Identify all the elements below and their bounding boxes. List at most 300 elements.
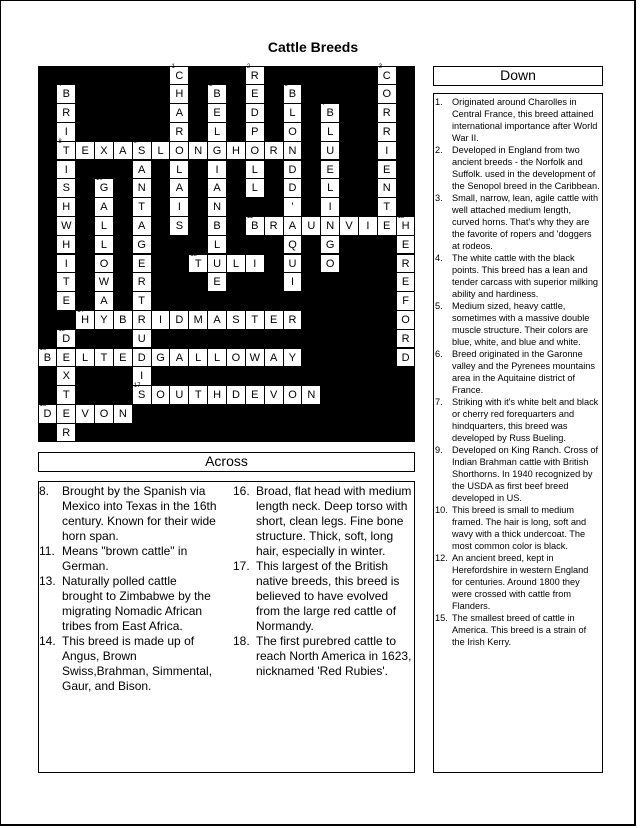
- grid-cell[interactable]: [57, 405, 75, 423]
- grid-cell[interactable]: [378, 104, 396, 122]
- grid-cell[interactable]: [57, 82, 75, 103]
- grid-cell[interactable]: [284, 255, 302, 273]
- grid-cell[interactable]: [284, 349, 302, 367]
- grid-cell[interactable]: [208, 104, 226, 122]
- cell-letter: L: [195, 351, 202, 364]
- cell-letter: P: [251, 125, 259, 138]
- cell-letter: I: [328, 201, 332, 214]
- cell-letter: V: [269, 389, 278, 402]
- clue-item: [435, 96, 600, 144]
- grid-cell[interactable]: [265, 217, 283, 235]
- grid-cell[interactable]: [246, 142, 264, 160]
- cell-letter: W: [61, 219, 72, 232]
- grid-cell[interactable]: [302, 386, 320, 404]
- cell-letter: G: [156, 351, 165, 364]
- grid-cell[interactable]: [378, 179, 396, 197]
- cell-letter: E: [62, 407, 70, 420]
- grid-cell[interactable]: [57, 179, 75, 197]
- cell-letter: O: [325, 257, 335, 270]
- cell-letter: E: [383, 219, 391, 232]
- clue-text: This largest of the British native breeds, this breed is believed to have evolved from the large red cattle of Normandy.: [256, 559, 400, 633]
- grid-cell[interactable]: [170, 85, 188, 103]
- cell-letter: H: [62, 238, 71, 251]
- cell-letter: H: [62, 201, 71, 214]
- grid-cell[interactable]: [246, 311, 264, 329]
- grid-cell[interactable]: [397, 273, 415, 291]
- cell-letter: R: [250, 69, 259, 82]
- grid-cell[interactable]: [76, 142, 94, 160]
- grid-cell[interactable]: [284, 82, 302, 103]
- puzzle-title: Cattle Breeds: [267, 39, 359, 55]
- grid-cell[interactable]: [39, 401, 57, 423]
- clue-number: 12.: [435, 553, 448, 563]
- grid-cell[interactable]: [95, 405, 113, 423]
- clue-text: The smallest breed of cattle in America. This breed is a strain of the Irish Kerry.: [452, 613, 587, 647]
- cell-letter: L: [289, 107, 296, 120]
- grid-cell[interactable]: [170, 63, 188, 85]
- grid-cell[interactable]: [246, 63, 264, 85]
- cell-letter: S: [232, 313, 240, 326]
- grid-cell[interactable]: [378, 123, 396, 141]
- grid-cell[interactable]: [284, 198, 302, 216]
- grid-cell[interactable]: [170, 311, 188, 329]
- grid-cell[interactable]: [170, 104, 188, 122]
- grid-cell[interactable]: [57, 386, 75, 404]
- grid-cell[interactable]: [57, 424, 75, 442]
- cell-letter: C: [382, 69, 391, 82]
- cell-letter: W: [249, 351, 260, 364]
- cell-letter: H: [231, 144, 240, 157]
- grid-cell[interactable]: [321, 217, 339, 235]
- grid-cell[interactable]: [227, 255, 245, 273]
- grid-cell[interactable]: [397, 236, 415, 254]
- cell-letter: E: [213, 276, 221, 289]
- grid-cell[interactable]: [133, 383, 151, 404]
- grid-cell[interactable]: [246, 349, 264, 367]
- cell-letter: I: [385, 144, 389, 157]
- clue-number: 14: [77, 307, 84, 314]
- cell-letter: T: [100, 351, 108, 364]
- grid-cell[interactable]: [133, 255, 151, 273]
- grid-cell[interactable]: [170, 217, 188, 235]
- grid-cell[interactable]: [397, 349, 415, 367]
- grid-cell[interactable]: [57, 198, 75, 216]
- cell-letter: A: [175, 351, 184, 364]
- grid-cell[interactable]: [170, 179, 188, 197]
- grid-cell[interactable]: [189, 142, 207, 160]
- cell-letter: B: [213, 88, 221, 101]
- clue-number: 6.: [435, 349, 443, 359]
- grid-cell[interactable]: [246, 104, 264, 122]
- cell-letter: D: [231, 389, 240, 402]
- cell-letter: L: [327, 125, 334, 138]
- grid-cell[interactable]: [284, 386, 302, 404]
- grid-cell[interactable]: [321, 123, 339, 141]
- grid-cell[interactable]: [208, 255, 226, 273]
- cell-letter: I: [64, 257, 68, 270]
- cell-letter: E: [213, 107, 221, 120]
- cell-letter: A: [269, 351, 278, 364]
- cell-letter: T: [138, 201, 146, 214]
- cell-letter: D: [250, 107, 259, 120]
- grid-cell[interactable]: [57, 104, 75, 122]
- clue-number: 7.: [435, 397, 443, 407]
- grid-cell[interactable]: [378, 142, 396, 160]
- grid-cell[interactable]: [95, 198, 113, 216]
- cell-letter: R: [137, 276, 146, 289]
- clue-number: 11.: [39, 544, 55, 558]
- grid-cell[interactable]: [95, 349, 113, 367]
- grid-cell[interactable]: [246, 85, 264, 103]
- grid-cell[interactable]: [133, 161, 151, 179]
- clue-number: 2.: [435, 145, 443, 155]
- grid-cell[interactable]: [227, 349, 245, 367]
- cell-letter: I: [64, 125, 68, 138]
- grid-cell[interactable]: [246, 386, 264, 404]
- grid-cell[interactable]: [208, 82, 226, 103]
- clue-text: Broad, flat head with medium length neck. Deep torso with short, clean legs. Fine bone structure. Thick, soft, long hair, especially in winter.: [256, 484, 412, 558]
- clue-number: 16: [39, 345, 47, 352]
- cell-letter: D: [288, 163, 297, 176]
- clue-text: The white cattle with the black points. This breed has a lean and tender carcass with superior milking ability and hardiness.: [452, 253, 599, 299]
- clue-number: 11: [246, 213, 254, 220]
- clue-number: 18: [39, 401, 47, 408]
- clue-item: [435, 504, 600, 552]
- clue-item: [39, 634, 219, 694]
- grid-cell[interactable]: [284, 236, 302, 254]
- cell-letter: N: [213, 201, 222, 214]
- grid-cell[interactable]: [133, 292, 151, 310]
- grid-cell[interactable]: [378, 63, 396, 85]
- cell-letter: R: [137, 313, 146, 326]
- grid-cell[interactable]: [133, 217, 151, 235]
- grid-cell[interactable]: [284, 161, 302, 179]
- clue-text: Medium sized, heavy cattle, sometimes with a massive double muscle structure. Their colors are blue, white, and blue and white.: [452, 301, 590, 347]
- cell-letter: N: [382, 182, 391, 195]
- grid-cell[interactable]: [76, 405, 94, 423]
- clue-text: Means "brown cattle" in German.: [62, 544, 188, 573]
- grid-cell[interactable]: [57, 349, 75, 367]
- clue-number: 13.: [39, 574, 56, 588]
- grid-cell[interactable]: [246, 255, 264, 273]
- grid-cell[interactable]: [378, 217, 396, 235]
- cell-letter: G: [137, 238, 146, 251]
- grid-cell[interactable]: [170, 386, 188, 404]
- grid-cell[interactable]: [321, 179, 339, 197]
- clue-number: 15: [58, 326, 66, 333]
- clue-item: [39, 574, 219, 634]
- grid-cell[interactable]: [114, 349, 132, 367]
- grid-cell[interactable]: [208, 349, 226, 367]
- clue-number: 4.: [435, 253, 443, 263]
- grid-cell[interactable]: [57, 367, 75, 385]
- cell-letter: T: [194, 389, 202, 402]
- grid-cell[interactable]: [189, 251, 207, 273]
- grid-cell[interactable]: [378, 198, 396, 216]
- grid-cell[interactable]: [227, 311, 245, 329]
- grid-cell[interactable]: [57, 161, 75, 179]
- grid-cell[interactable]: [321, 236, 339, 254]
- across-header: Across: [38, 452, 415, 472]
- grid-cell[interactable]: [57, 292, 75, 310]
- grid-cell[interactable]: [208, 273, 226, 291]
- grid-cell[interactable]: [397, 213, 415, 235]
- grid-cell[interactable]: [265, 311, 283, 329]
- clue-item: [233, 634, 413, 679]
- grid-cell[interactable]: [208, 123, 226, 141]
- grid-cell[interactable]: [208, 161, 226, 179]
- cell-letter: S: [138, 144, 146, 157]
- grid-cell[interactable]: [246, 123, 264, 141]
- clue-number: 4: [58, 82, 62, 89]
- down-header: Down: [433, 66, 603, 86]
- clue-number: 15.: [435, 613, 448, 623]
- clue-item: [435, 552, 600, 612]
- cell-letter: A: [213, 182, 221, 195]
- grid-cell[interactable]: [208, 236, 226, 254]
- grid-cell[interactable]: [284, 123, 302, 141]
- grid-cell[interactable]: [114, 405, 132, 423]
- clue-text: Striking with it's white belt and black or cherry red forequarters and hindquarters, this breed was developed by Russ Bueling.: [452, 397, 599, 443]
- clue-number: 9.: [435, 445, 443, 455]
- grid-cell[interactable]: [265, 386, 283, 404]
- grid-cell[interactable]: [133, 273, 151, 291]
- clue-number: 10.: [435, 505, 448, 515]
- grid-cell[interactable]: [152, 311, 170, 329]
- cell-letter: O: [250, 144, 260, 157]
- grid-cell[interactable]: [321, 101, 339, 122]
- cell-letter: E: [81, 144, 89, 157]
- cell-letter: H: [175, 88, 184, 101]
- cell-letter: F: [402, 295, 409, 308]
- clue-text: Breed originated in the Garonne valley and the Pyrenees mountains area in the Aquitaine district of France.: [452, 349, 596, 395]
- grid-cell[interactable]: [133, 138, 151, 160]
- cell-letter: L: [82, 351, 89, 364]
- grid-cell[interactable]: [284, 179, 302, 197]
- grid-cell[interactable]: [95, 236, 113, 254]
- clue-item: [435, 252, 600, 300]
- clue-number: 3.: [435, 193, 443, 203]
- clue-item: [435, 348, 600, 396]
- cell-letter: E: [62, 295, 70, 308]
- cell-letter: B: [288, 88, 297, 101]
- grid-cell[interactable]: [246, 213, 264, 235]
- cell-letter: B: [43, 351, 52, 364]
- grid-cell[interactable]: [170, 349, 188, 367]
- grid-cell[interactable]: [397, 255, 415, 273]
- grid-cell[interactable]: [284, 217, 302, 235]
- grid-cell[interactable]: [378, 85, 396, 103]
- grid-cell[interactable]: [189, 349, 207, 367]
- grid-cell[interactable]: [114, 142, 132, 160]
- grid-cell[interactable]: [321, 255, 339, 273]
- clue-item: [435, 192, 600, 252]
- grid-cell[interactable]: [152, 349, 170, 367]
- cell-letter: D: [43, 407, 52, 420]
- clue-text: An ancient breed, kept in Herefordshire in western England for centuries. Around 1800 they were crossed with cattle from Flanders.: [452, 553, 589, 611]
- grid-cell[interactable]: [57, 236, 75, 254]
- grid-cell[interactable]: [95, 311, 113, 329]
- cell-letter: B: [119, 313, 127, 326]
- grid-cell[interactable]: [397, 330, 415, 348]
- grid-cell[interactable]: [170, 123, 188, 141]
- clue-number: 13: [190, 251, 197, 258]
- clue-number: 1.: [435, 97, 443, 107]
- cell-letter: L: [232, 257, 239, 270]
- clue-number: 8.: [39, 484, 50, 498]
- cell-letter: Y: [288, 351, 297, 364]
- grid-cell[interactable]: [95, 176, 113, 197]
- grid-cell[interactable]: [114, 311, 132, 329]
- grid-cell[interactable]: [284, 104, 302, 122]
- grid-cell[interactable]: [152, 386, 170, 404]
- cell-letter: R: [401, 332, 410, 345]
- grid-cell[interactable]: [95, 142, 113, 160]
- grid-cell[interactable]: [321, 161, 339, 179]
- grid-cell[interactable]: [378, 161, 396, 179]
- cell-letter: R: [382, 125, 391, 138]
- grid-cell[interactable]: [95, 292, 113, 310]
- cell-letter: E: [383, 163, 391, 176]
- grid-cell[interactable]: [397, 292, 415, 310]
- cell-letter: O: [401, 313, 410, 326]
- cell-letter: A: [138, 219, 146, 232]
- cell-letter: N: [118, 407, 127, 420]
- cell-letter: I: [158, 313, 163, 326]
- grid-cell[interactable]: [302, 217, 320, 235]
- grid-cell[interactable]: [359, 217, 377, 235]
- grid-cell[interactable]: [57, 255, 75, 273]
- grid-cell[interactable]: [133, 179, 151, 197]
- cell-letter: N: [307, 389, 316, 402]
- grid-cell[interactable]: [133, 236, 151, 254]
- grid-cell[interactable]: [57, 273, 75, 291]
- grid-cell[interactable]: [208, 311, 226, 329]
- grid-cell[interactable]: [76, 349, 94, 367]
- cell-letter: V: [81, 407, 89, 420]
- down-clues-panel: [433, 93, 603, 773]
- cell-letter: R: [401, 257, 410, 270]
- grid-cell[interactable]: [95, 217, 113, 235]
- cell-letter: T: [383, 201, 391, 214]
- cell-letter: O: [288, 389, 297, 402]
- cell-letter: A: [119, 144, 127, 157]
- cell-letter: I: [290, 276, 294, 289]
- cell-letter: U: [307, 219, 316, 232]
- cell-letter: G: [99, 182, 109, 195]
- cell-letter: B: [251, 219, 259, 232]
- grid-cell[interactable]: [133, 198, 151, 216]
- cell-letter: U: [326, 144, 335, 157]
- cell-letter: A: [100, 295, 108, 308]
- grid-cell[interactable]: [189, 386, 207, 404]
- grid-cell[interactable]: [227, 142, 245, 160]
- cell-letter: D: [175, 313, 184, 326]
- cell-letter: U: [288, 257, 297, 270]
- grid-cell[interactable]: [170, 142, 188, 160]
- cell-letter: S: [138, 389, 146, 402]
- cell-letter: T: [194, 257, 202, 270]
- grid-cell[interactable]: [170, 198, 188, 216]
- grid-cell[interactable]: [208, 386, 226, 404]
- grid-cell[interactable]: [208, 142, 226, 160]
- grid-cell[interactable]: [133, 330, 151, 348]
- cell-letter: R: [269, 219, 278, 232]
- cell-letter: B: [213, 219, 221, 232]
- grid-cell[interactable]: [265, 142, 283, 160]
- grid-cell[interactable]: [208, 217, 226, 235]
- grid-cell[interactable]: [246, 179, 264, 197]
- cell-letter: T: [251, 313, 259, 326]
- cell-letter: A: [288, 219, 297, 232]
- clue-number: 12: [397, 213, 405, 220]
- grid-cell[interactable]: [340, 217, 358, 235]
- grid-cell[interactable]: [152, 142, 170, 160]
- grid-cell[interactable]: [227, 386, 245, 404]
- grid-cell[interactable]: [284, 142, 302, 160]
- grid-cell[interactable]: [189, 311, 207, 329]
- grid-cell[interactable]: [170, 161, 188, 179]
- cell-letter: I: [140, 370, 144, 383]
- grid-cell[interactable]: [208, 179, 226, 197]
- clue-item: [435, 444, 600, 504]
- cell-letter: V: [345, 219, 353, 232]
- grid-cell[interactable]: [57, 138, 75, 160]
- clue-item: [435, 144, 600, 192]
- cell-letter: U: [213, 257, 222, 270]
- cell-letter: L: [251, 182, 258, 195]
- clue-number: 14.: [39, 634, 56, 648]
- cell-letter: E: [326, 163, 334, 176]
- cell-letter: O: [99, 257, 109, 270]
- crossword-grid: [38, 63, 415, 442]
- cell-letter: E: [251, 88, 259, 101]
- grid-cell[interactable]: [321, 142, 339, 160]
- grid-cell[interactable]: [284, 311, 302, 329]
- grid-cell[interactable]: [321, 198, 339, 216]
- grid-cell[interactable]: [208, 198, 226, 216]
- cell-letter: ': [291, 201, 294, 214]
- grid-cell[interactable]: [76, 307, 94, 329]
- cell-letter: T: [62, 144, 70, 157]
- grid-cell[interactable]: [284, 273, 302, 291]
- cell-letter: D: [62, 332, 71, 345]
- grid-cell[interactable]: [133, 349, 151, 367]
- clue-item: [39, 484, 219, 544]
- grid-cell[interactable]: [265, 349, 283, 367]
- cell-letter: U: [137, 332, 146, 345]
- cell-letter: O: [156, 389, 165, 402]
- grid-cell[interactable]: [133, 311, 151, 329]
- cell-letter: I: [366, 219, 370, 232]
- grid-cell[interactable]: [246, 161, 264, 179]
- cell-letter: E: [119, 351, 127, 364]
- grid-cell[interactable]: [95, 273, 113, 291]
- grid-cell[interactable]: [95, 255, 113, 273]
- cell-letter: D: [137, 351, 146, 364]
- clue-number: 18.: [233, 634, 250, 648]
- grid-cell[interactable]: [397, 311, 415, 329]
- cell-letter: S: [62, 182, 70, 195]
- grid-cell[interactable]: [39, 345, 57, 367]
- grid-cell[interactable]: [57, 326, 75, 348]
- grid-cell[interactable]: [57, 217, 75, 235]
- cell-letter: W: [98, 276, 110, 289]
- cell-letter: L: [214, 238, 221, 251]
- cell-letter: Q: [288, 238, 297, 251]
- cell-letter: E: [401, 238, 410, 251]
- cell-letter: L: [251, 163, 258, 176]
